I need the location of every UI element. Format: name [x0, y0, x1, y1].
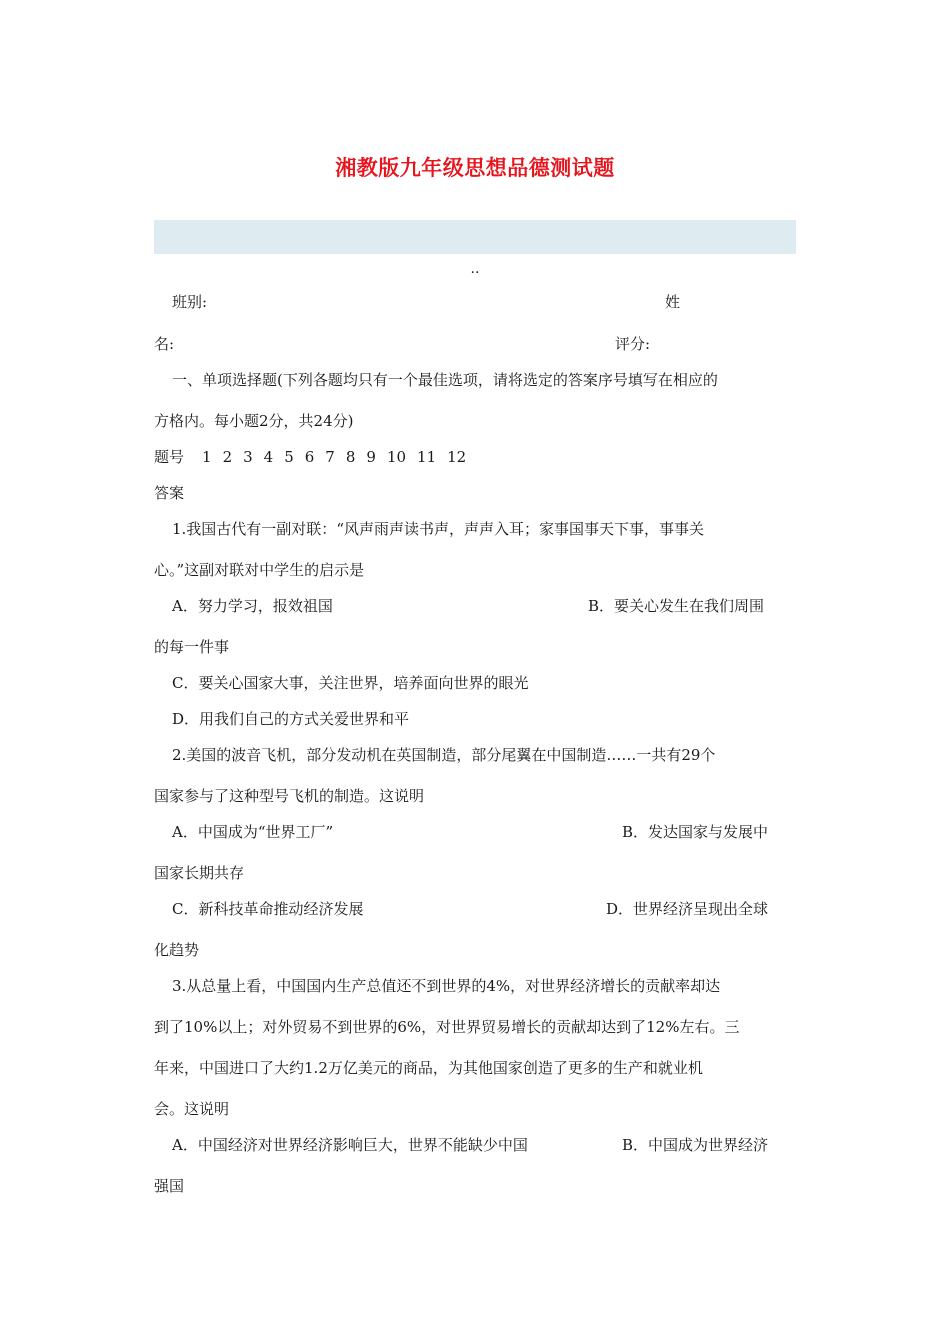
- class-label: 班别:: [172, 293, 208, 311]
- q3-stem-line3: 年来，中国进口了大约1.2万亿美元的商品，为其他国家创造了更多的生产和就业机: [154, 1059, 703, 1077]
- title-banner: [154, 220, 796, 254]
- q1-option-b-line2: 的每一件事: [154, 638, 230, 656]
- q3-stem-line1: 3.从总量上看，中国国内生产总值还不到世界的4%，对世界经济增长的贡献率却达: [172, 977, 721, 995]
- q2-stem-line2: 国家参与了这种型号飞机的制造。这说明: [154, 787, 425, 805]
- question-number: 9: [366, 448, 376, 466]
- q2-option-a: A．中国成为“世界工厂”: [172, 823, 334, 841]
- question-number: 6: [304, 448, 315, 466]
- q1-stem-line2: 心。”这副对联对中学生的启示是: [154, 561, 365, 579]
- answer-table-header: [154, 447, 477, 467]
- q1-stem-line1: 1.我国古代有一副对联：“风声雨声读书声，声声入耳；家事国事天下事，事事关: [172, 520, 704, 538]
- q3-option-b-line2: 强国: [154, 1177, 185, 1195]
- section-heading-line2: 方格内。每小题2分，共24分): [154, 412, 354, 430]
- answer-row-label: 答案: [154, 484, 185, 502]
- question-number-label: 题号: [154, 448, 185, 466]
- question-number: 10: [386, 448, 407, 466]
- q2-option-b-line1: B．发达国家与发展中: [622, 823, 769, 841]
- q1-option-b-line1: B．要关心发生在我们周围: [588, 597, 765, 615]
- q1-option-a: A．努力学习，报效祖国: [172, 597, 333, 615]
- score-label: 评分:: [615, 335, 651, 353]
- section-heading-line1: 一、单项选择题(下列各题均只有一个最佳选项，请将选定的答案序号填写在相应的: [172, 371, 718, 389]
- q3-stem-line4: 会。这说明: [154, 1100, 230, 1118]
- question-number: 3: [243, 448, 253, 466]
- q2-option-d-line1: D．世界经济呈现出全球: [606, 900, 769, 918]
- name-label-part2: 名:: [154, 335, 175, 353]
- name-label-part1: 姓: [665, 293, 681, 311]
- question-number: 8: [345, 448, 356, 466]
- q2-stem-line1: 2.美国的波音飞机，部分发动机在英国制造，部分尾翼在中国制造……一共有29个: [172, 746, 716, 764]
- question-number: 12: [447, 448, 467, 466]
- q2-option-d-line2: 化趋势: [154, 941, 200, 959]
- document-title: 湘教版九年级思想品德测试题: [335, 155, 615, 180]
- q1-option-c: C．要关心国家大事，关注世界，培养面向世界的眼光: [172, 674, 529, 692]
- q3-option-b-line1: B．中国成为世界经济: [622, 1136, 769, 1154]
- q2-option-c: C．新科技革命推动经济发展: [172, 900, 364, 918]
- question-number: 5: [284, 448, 294, 466]
- question-number: 7: [325, 448, 335, 466]
- q3-stem-line2: 到了10%以上；对外贸易不到世界的6%，对世界贸易增长的贡献却达到了12%左右。三: [154, 1018, 740, 1036]
- q2-option-b-line2: 国家长期共存: [154, 864, 245, 882]
- question-number: 4: [263, 448, 274, 466]
- dots-separator: ..: [470, 261, 480, 277]
- question-number: 1: [202, 448, 212, 466]
- q1-option-d: D．用我们自己的方式关爱世界和平: [172, 710, 410, 728]
- question-number: 2: [222, 448, 233, 466]
- q3-option-a: A．中国经济对世界经济影响巨大，世界不能缺少中国: [172, 1136, 528, 1154]
- question-number: 11: [417, 448, 437, 466]
